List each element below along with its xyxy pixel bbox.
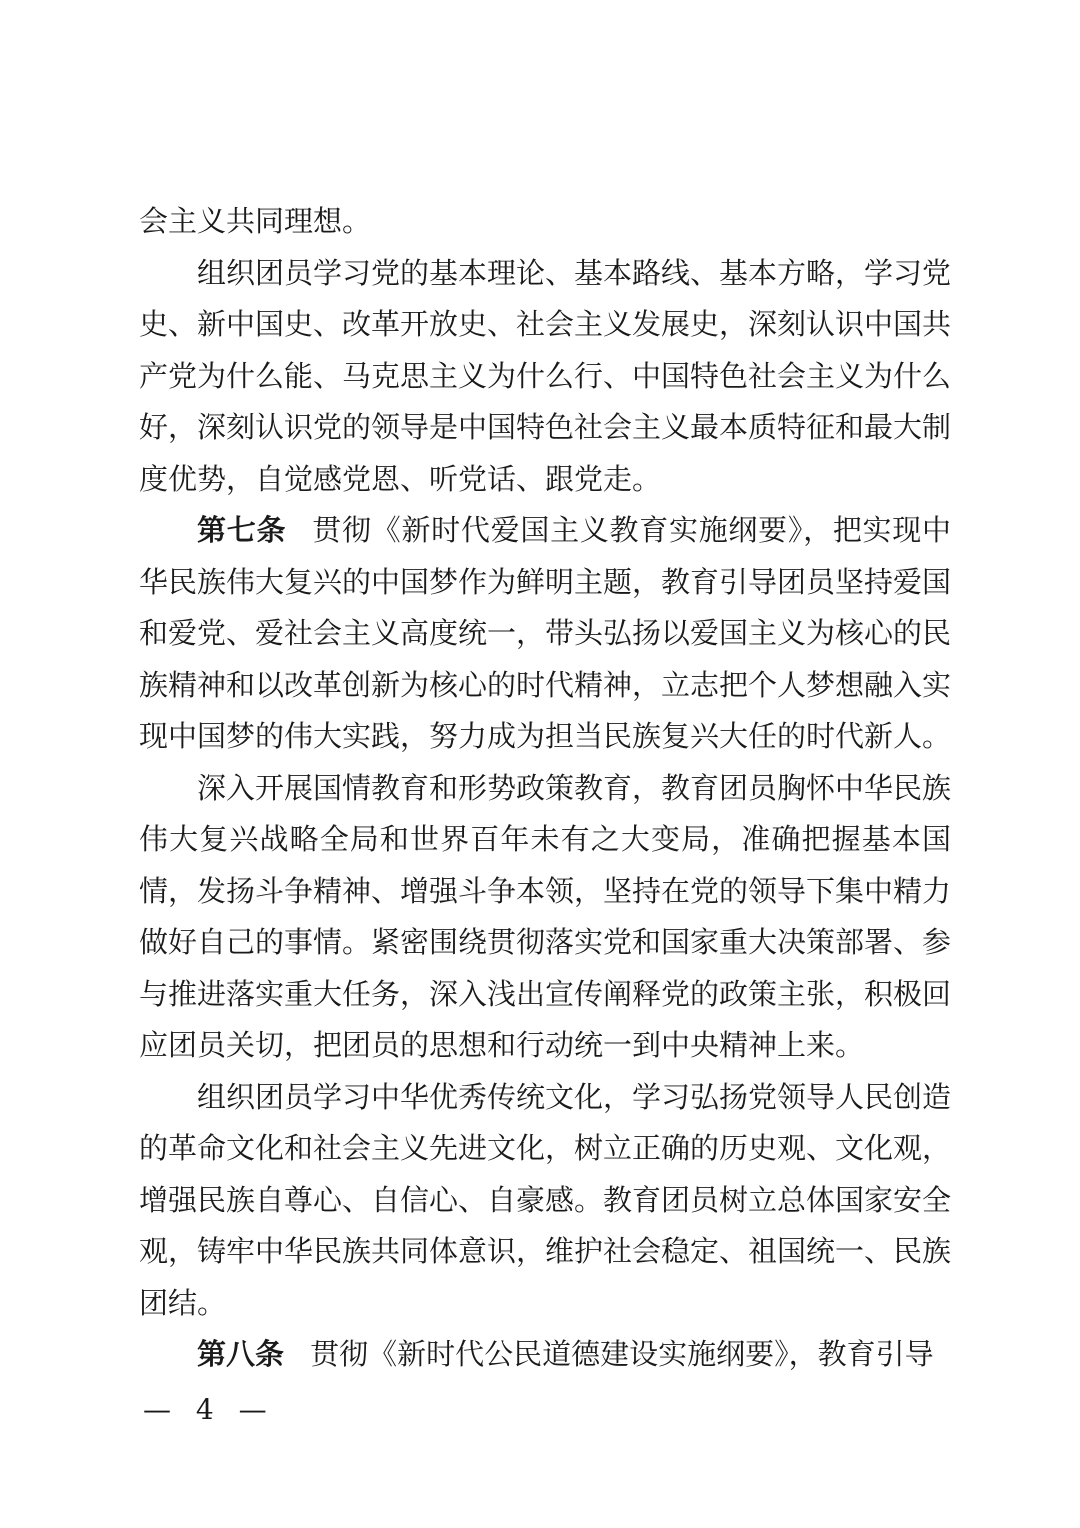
paragraph-article-8 — [139, 1329, 951, 1381]
article-7-heading: 第七条 — [197, 513, 287, 547]
article-8-text: 贯彻《新时代公民道德建设实施纲要》，教育引导 — [310, 1337, 934, 1371]
article-8-heading: 第八条 — [197, 1337, 285, 1371]
page-number: — 4 — — [143, 1393, 275, 1426]
paragraph: 组织团员学习中华优秀传统文化，学习弘扬党领导人民创造的革命文化和社会主义先进文化，树立正确的历史观、文化观，增强民族自尊心、自信心、自豪感。教育团员树立总体国家安全观，铸牢中华民族共同体意识，维护社会稳定、祖国统一、民族团结。 — [139, 1079, 952, 1320]
paragraph: 组织团员学习党的基本理论、基本路线、基本方略，学习党史、新中国史、改革开放史、社会主义发展史，深刻认识中国共产党为什么能、马克思主义为什么行、中国特色社会主义为什么好，深刻认识党的领导是中国特色社会主义最本质特征和最大制度优势，自觉感党恩、听党话、跟党走。 — [139, 255, 952, 496]
article-7-text: 贯彻《新时代爱国主义教育实施纲要》，把实现中华民族伟大复兴的中国梦作为鲜明主题，教育引导团员坚持爱国和爱党、爱社会主义高度统一，带头弘扬以爱国主义为核心的民族精神和以改革创新为核心的时代精神，立志把个人梦想融入实现中国梦的伟大实践，努力成为担当民族复兴大任的时代新人。 — [139, 513, 952, 753]
document-body — [139, 196, 951, 1381]
paragraph: 深入开展国情教育和形势政策教育，教育团员胸怀中华民族伟大复兴战略全局和世界百年未有之大变局，准确把握基本国情，发扬斗争精神、增强斗争本领，坚持在党的领导下集中精力做好自己的事情。紧密围绕贯彻落实党和国家重大决策部署、参与推进落实重大任务，深入浅出宣传阐释党的政策主张，积极回应团员关切，把团员的思想和行动统一到中央精神上来。 — [139, 770, 952, 1062]
paragraph-continuation: 会主义共同理想。 — [139, 204, 372, 238]
paragraph-article-7 — [139, 505, 951, 763]
